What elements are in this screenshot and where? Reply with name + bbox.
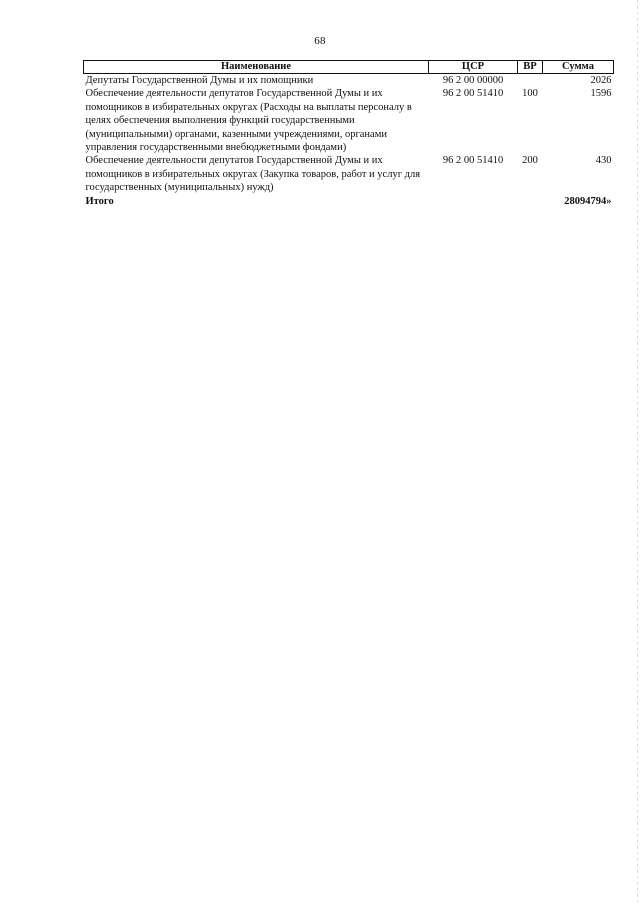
row-vr: 200 (522, 155, 538, 167)
row-sum: 1596 (590, 88, 612, 100)
row-vr: 100 (522, 88, 538, 100)
row-sum: 2026 (590, 75, 612, 86)
row-name: Депутаты Государственной Думы и их помощники (85, 75, 314, 86)
row-sum: 430 (595, 155, 612, 167)
total-label: Итого (85, 195, 114, 207)
header-vr: ВР (518, 61, 543, 74)
header-csr: ЦСР (429, 61, 518, 74)
row-csr: 96 2 00 51410 (442, 88, 504, 100)
total-csr-empty (429, 195, 518, 208)
page-number: 68 (314, 35, 326, 47)
total-vr-empty (518, 195, 543, 208)
row-vr (518, 74, 543, 88)
table-header-row (84, 61, 614, 74)
header-sum: Сумма (543, 61, 614, 74)
table-row (84, 87, 614, 154)
total-row (84, 195, 614, 208)
page-edge-scan-artifact (637, 0, 638, 905)
budget-table (83, 60, 614, 208)
row-name: Обеспечение деятельности депутатов Государственной Думы и их помощников в избирательных округах (Закупка товаров, работ и услуг для государственных (муниципальных) нужд) (85, 155, 421, 194)
table-row (84, 74, 614, 88)
table-row (84, 154, 614, 194)
row-name: Обеспечение деятельности депутатов Государственной Думы и их помощников в избирательных округах (Расходы на выплаты персоналу в целях обеспечения выполнения функций государственными (муниципальными) органами, казенными учреждениями, органами управления государственными внебюджетными фондами) (85, 88, 412, 154)
header-name: Наименование (84, 61, 429, 74)
total-sum: 28094794» (564, 195, 612, 207)
row-csr: 96 2 00 00000 (442, 75, 504, 86)
row-csr: 96 2 00 51410 (442, 155, 504, 167)
